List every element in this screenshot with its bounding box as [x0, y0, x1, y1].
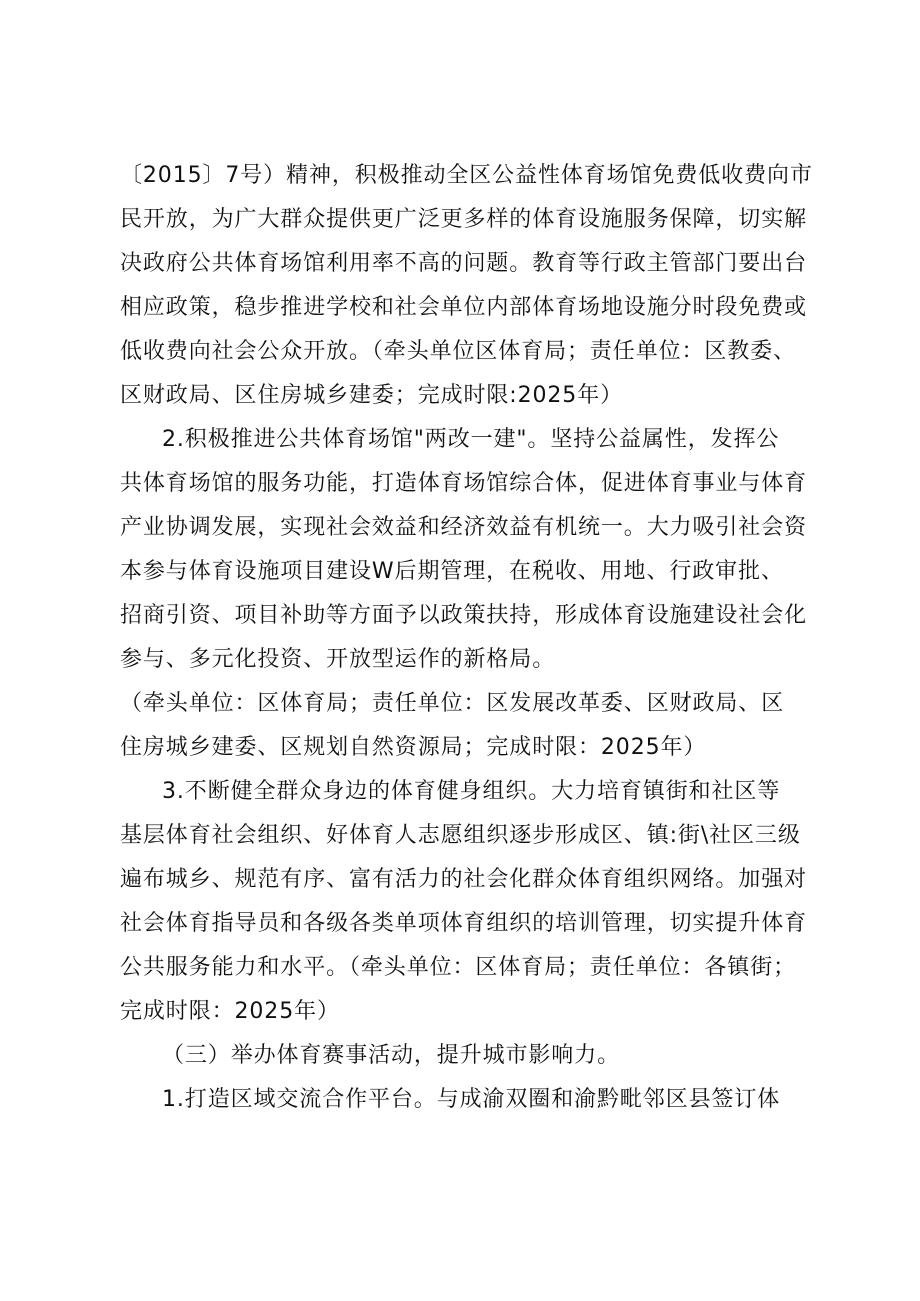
paragraph-heading: 3.不断健全群众身边的体育健身组织。大力培育镇街和社区等	[162, 779, 781, 804]
text-line: 决政府公共体育场馆利用率不高的问题。教育等行政主管部门要出台	[120, 251, 808, 276]
text-line: 公共服务能力和水平。（牵头单位：区体育局；责任单位：各镇街；	[120, 955, 797, 980]
paragraph-heading: 2.积极推进公共体育场馆"两改一建"。坚持公益属性，发挥公	[162, 427, 780, 452]
text-line: 共体育场馆的服务功能，打造体育场馆综合体，促进体育事业与体育	[120, 471, 808, 496]
text-line: 社会体育指导员和各级各类单项体育组织的培训管理，切实提升体育	[120, 911, 808, 936]
paragraph-heading: 1.打造区域交流合作平台。与成渝双圈和渝黔毗邻区县签订体	[162, 1087, 781, 1112]
text-line: 住房城乡建委、区规划自然资源局；完成时限：2025年）	[120, 735, 707, 760]
text-line: 遍布城乡、规范有序、富有活力的社会化群众体育组织网络。加强对	[120, 867, 808, 892]
text-line: 参与、多元化投资、开放型运作的新格局。	[120, 647, 556, 672]
text-line: 本参与体育设施项目建设W后期管理，在税收、用地、行政审批、	[120, 559, 784, 584]
text-line: 相应政策，稳步推进学校和社会单位内部体育场地设施分时段免费或	[120, 295, 808, 320]
text-line: 基层体育社会组织、好体育人志愿组织逐步形成区、镇:街\社区三级	[120, 823, 801, 848]
text-line: 完成时限：2025年）	[120, 999, 340, 1024]
text-line: 民开放，为广大群众提供更广泛更多样的体育设施服务保障，切实解	[120, 207, 808, 232]
text-line: 产业协调发展，实现社会效益和经济效益有机统一。大力吸引社会资	[120, 515, 808, 540]
section-heading: （三）举办体育赛事活动，提升城市影响力。	[162, 1043, 621, 1068]
text-line: 招商引资、项目补助等方面予以政策扶持，形成体育设施建设社会化	[120, 603, 808, 628]
text-line: 〔2015〕7号）精神，积极推动全区公益性体育场馆免费低收费向市	[120, 163, 813, 188]
text-line: 低收费向社会公众开放。（牵头单位区体育局；责任单位：区教委、	[120, 339, 797, 364]
text-line: 区财政局、区住房城乡建委；完成时限:2025年）	[120, 383, 624, 408]
text-line: （牵头单位：区体育局；责任单位：区发展改革委、区财政局、区	[120, 691, 785, 716]
